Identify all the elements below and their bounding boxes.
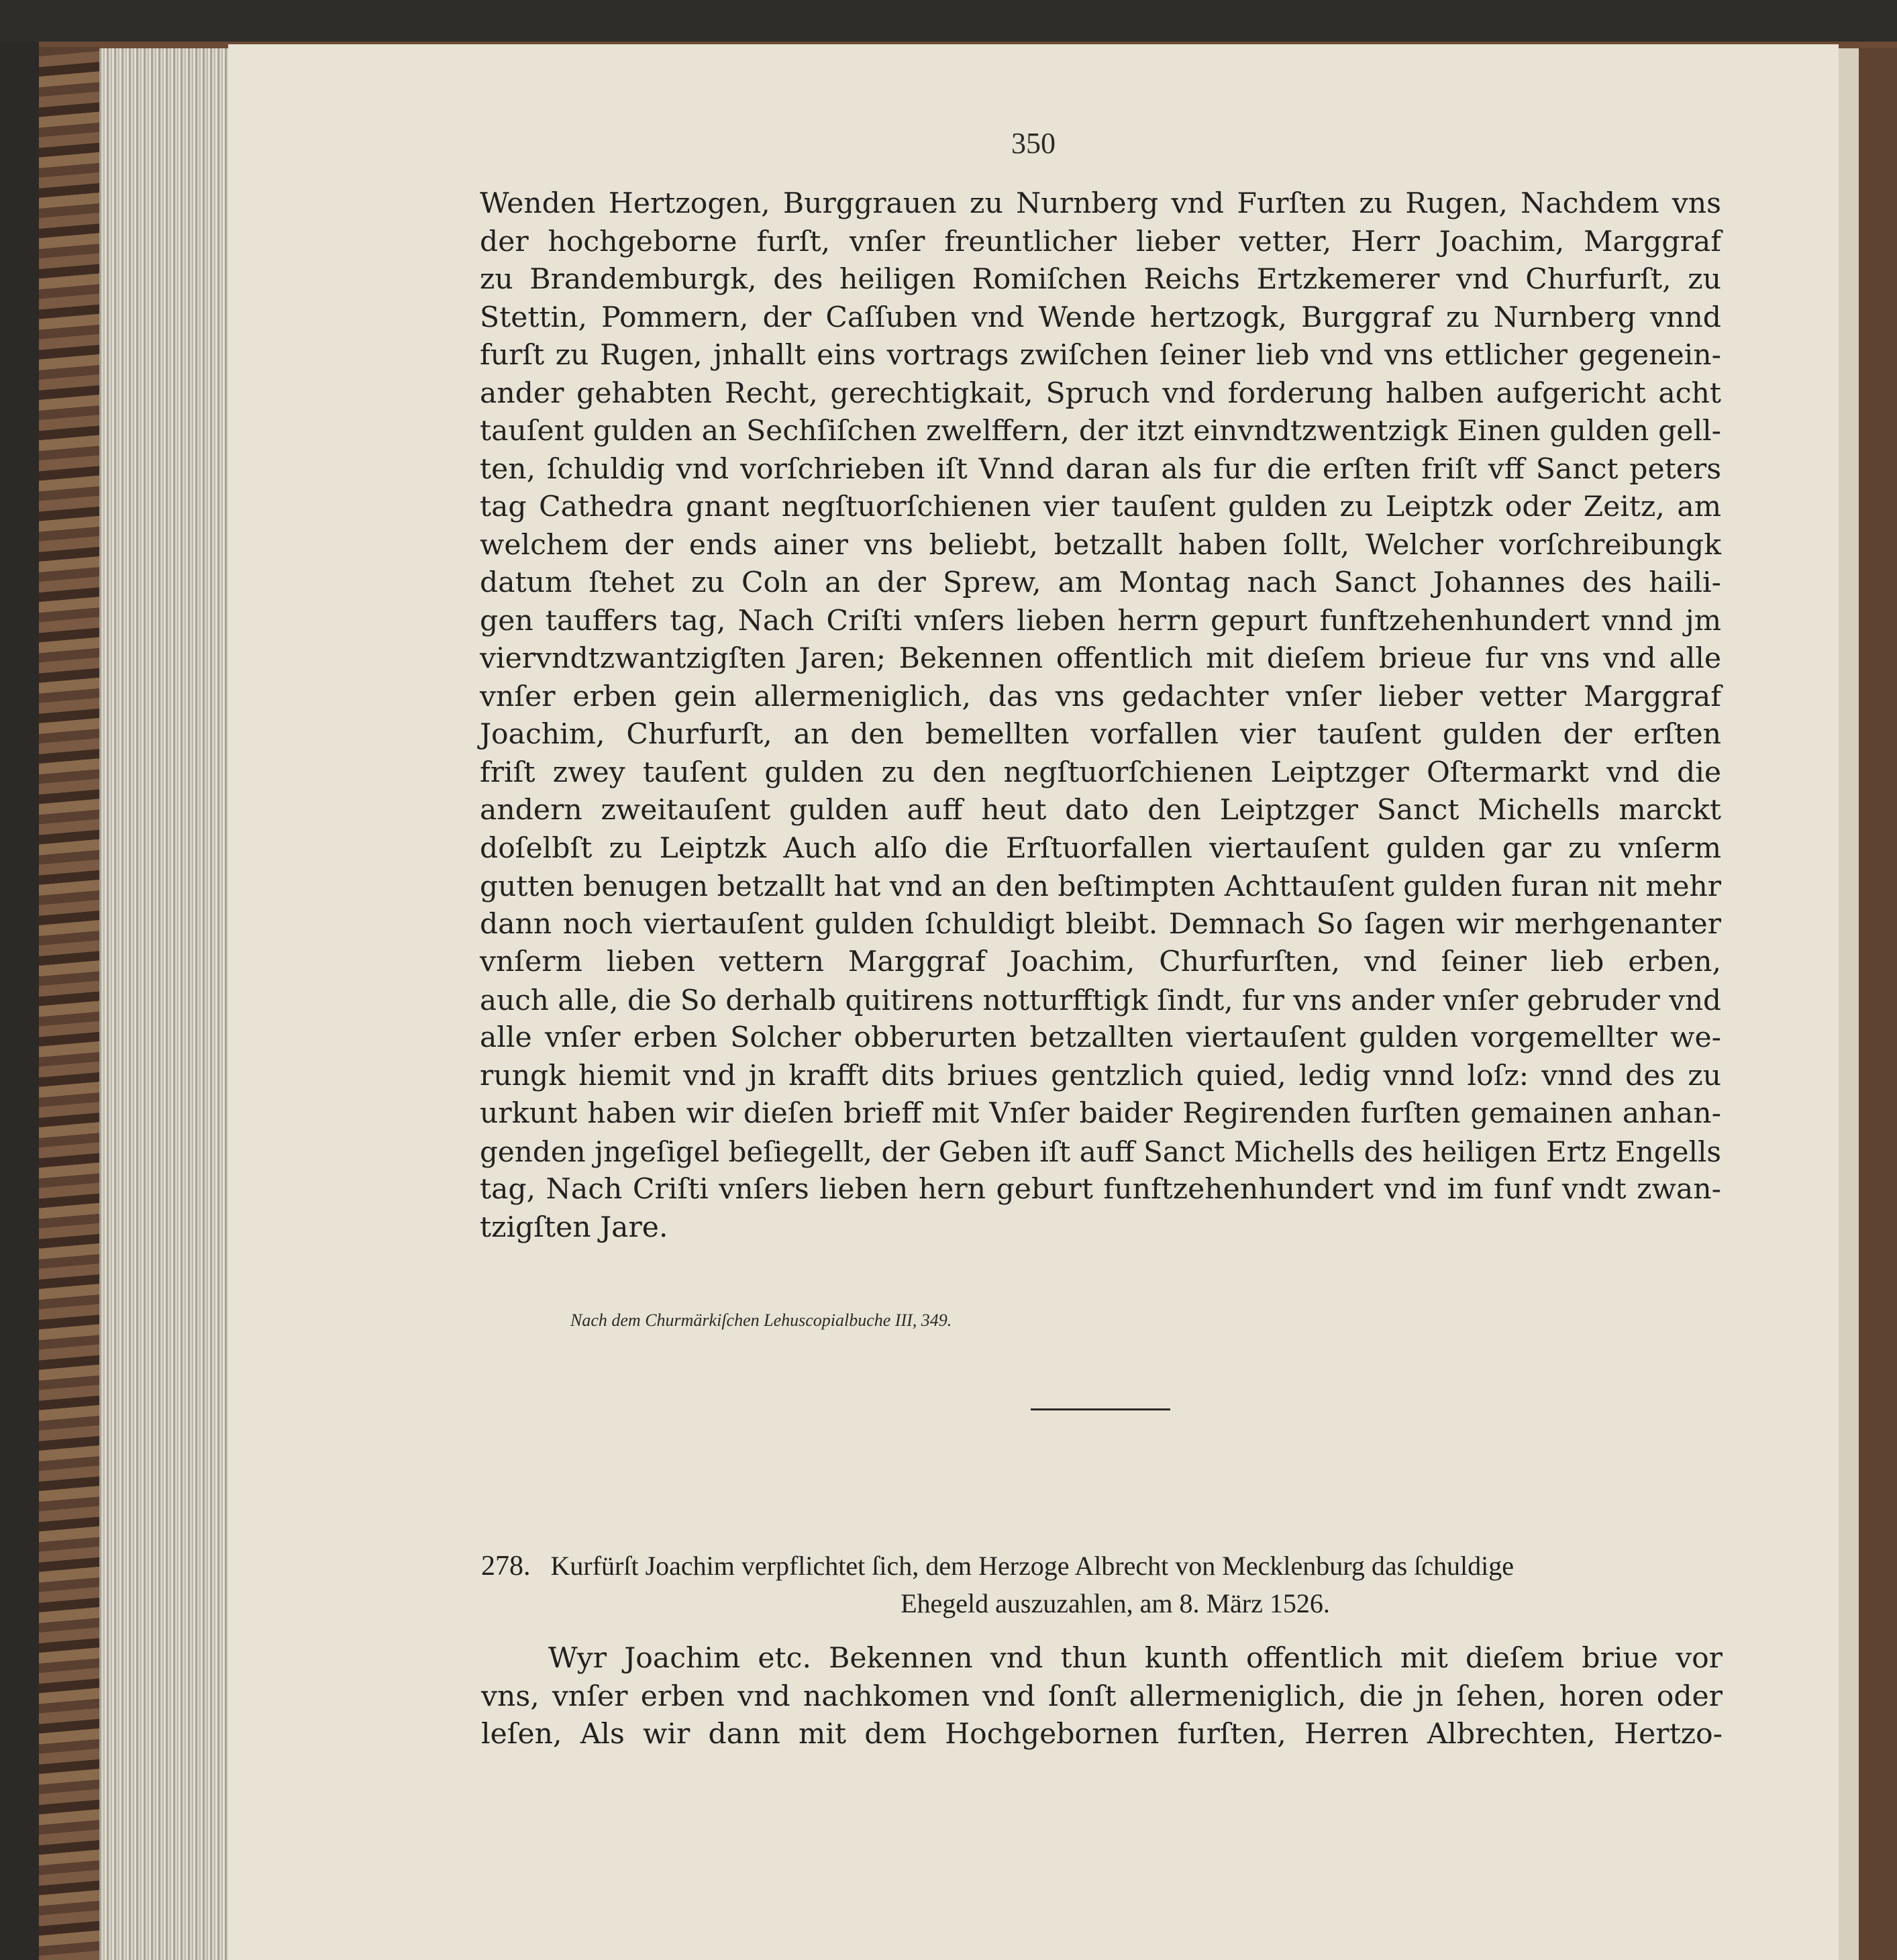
text-line: andern zweitauſent gulden auff heut dato den Leiptzger Sanct Michells marckt [480,794,1721,827]
scanner-background [0,0,1897,42]
text-line: zu Brandemburgk, des heiligen Romiſchen Reichs Ertzkemerer vnd Churfurſt, zu [480,263,1721,296]
book-spine [39,47,99,1960]
book-page [228,44,1839,1960]
text-line: ten, ſchuldig vnd vorſchrieben iſt Vnnd daran als fur die erſten friſt vff Sanct peters [480,452,1721,486]
document-heading [481,1547,1723,1622]
text-line: vns, vnſer erben vnd nachkomen vnd ſonſt allermeniglich, die jn ſehen, horen oder [481,1680,1723,1713]
text-line: auch alle, die So derhalb quitirens notturfftigk ſindt, fur vns ander vnſer gebruder vnd [480,983,1721,1017]
text-line: urkunt haben wir dieſen brieff mit Vnſer baider Regirenden furſten gemainen anhan- [480,1097,1721,1130]
text-line: doſelbſt zu Leiptzk Auch alſo die Erſtuorfallen viertauſent gulden gar zu vnſerm [480,831,1721,865]
text-line: Stettin, Pommern, der Caſſuben vnd Wende hertzogk, Burggraf zu Nurnberg vnnd [480,301,1721,334]
document-body [481,1640,1723,1754]
text-line: datum ſtehet zu Coln an der Sprew, am Montag nach Sanct Johannes des haili- [480,566,1721,599]
text-line: vnſerm lieben vettern Marggraf Joachim, Churfurſten, vnd ſeiner lieb erben, [480,945,1721,978]
text-line: friſt zwey tauſent gulden zu den negſtuorſchienen Leiptzger Oſtermarkt vnd die [480,756,1721,789]
text-line: tauſent gulden an Sechſiſchen zwelffern, der itzt einvndtzwentzigk Einen gulden gell- [480,415,1721,448]
heading-text-1: Kurfürſt Joachim verpflichtet ſich, dem Herzoge Albrecht von Mecklenburg das ſchuldige [550,1551,1514,1581]
text-line: genden jngeſigel beſiegellt, der Geben iſt auff Sanct Michells des heiligen Ertz Engells [480,1135,1721,1168]
page-number: 350 [1011,127,1056,160]
text-line: tag Cathedra gnant negſtuorſchienen vier tauſent gulden zu Leiptzk oder Zeitz, am [480,491,1721,523]
text-line: tag, Nach Criſti vnſers lieben hern geburt funftzehenhundert vnd im funf vndt zwan- [480,1173,1721,1206]
text-line: der hochgeborne furſt, vnſer freuntlicher lieber vetter, Herr Joachim, Marggraf [480,225,1721,258]
heading-line-1 [481,1547,1723,1585]
body-text [480,185,1721,1247]
section-divider [1031,1408,1170,1410]
text-line: tzigſten Jare. [480,1210,668,1244]
heading-line-2: Ehegeld auszuzahlen, am 8. März 1526. [901,1588,1330,1618]
book-cover-right [1859,48,1897,1960]
text-line: gutten benugen betzallt hat vnd an den beſtimpten Achttauſent gulden furan nit mehr [480,870,1721,902]
text-line: dann noch viertauſent gulden ſchuldigt bleibt. Demnach So ſagen wir merhgenanter [480,907,1721,941]
source-note: Nach dem Churmärkiſchen Lehuscopialbuche III, 349. [570,1310,952,1330]
text-line: welchem der ends ainer vns beliebt, betzallt haben ſollt, Welcher vorſchreibungk [480,528,1721,562]
facing-page-edge [1835,48,1861,1960]
text-line: alle vnſer erben Solcher obberurten betzallten viertauſent gulden vorgemellter we- [480,1021,1721,1054]
text-line: Joachim, Churfurſt, an den bemellten vorfallen vier tauſent gulden der erſten [480,718,1721,751]
text-line: rungk hiemit vnd jn krafft dits briues gentzlich quied, ledig vnnd loſz: vnnd des zu [480,1059,1721,1092]
text-line: ander gehabten Recht, gerechtigkait, Spruch vnd forderung halben aufgericht acht [480,376,1721,410]
text-line: furſt zu Rugen, jnhallt eins vortrags zwiſchen ſeiner lieb vnd vns ettlicher gegenein- [480,339,1721,372]
document-number: 278. [481,1551,531,1582]
text-line: viervndtzwantzigſten Jaren; Bekennen offentlich mit dieſem brieue fur vns vnd alle [480,642,1721,675]
page-edges [99,48,240,1960]
text-line: leſen, Als wir dann mit dem Hochgebornen furſten, Herren Albrechten, Hertzo- [481,1718,1723,1751]
text-line: gen tauffers tag, Nach Criſti vnſers lieben herrn gepurt funftzehenhundert vnnd jm [480,604,1721,637]
text-line: Wenden Hertzogen, Burggrauen zu Nurnberg vnd Furſten zu Rugen, Nachdem vns [480,187,1721,220]
text-line: vnſer erben gein allermeniglich, das vns gedachter vnſer lieber vetter Marggraf [480,680,1721,713]
text-line: Wyr Joachim etc. Bekennen vnd thun kunth offentlich mit dieſem briue vor [548,1642,1723,1675]
